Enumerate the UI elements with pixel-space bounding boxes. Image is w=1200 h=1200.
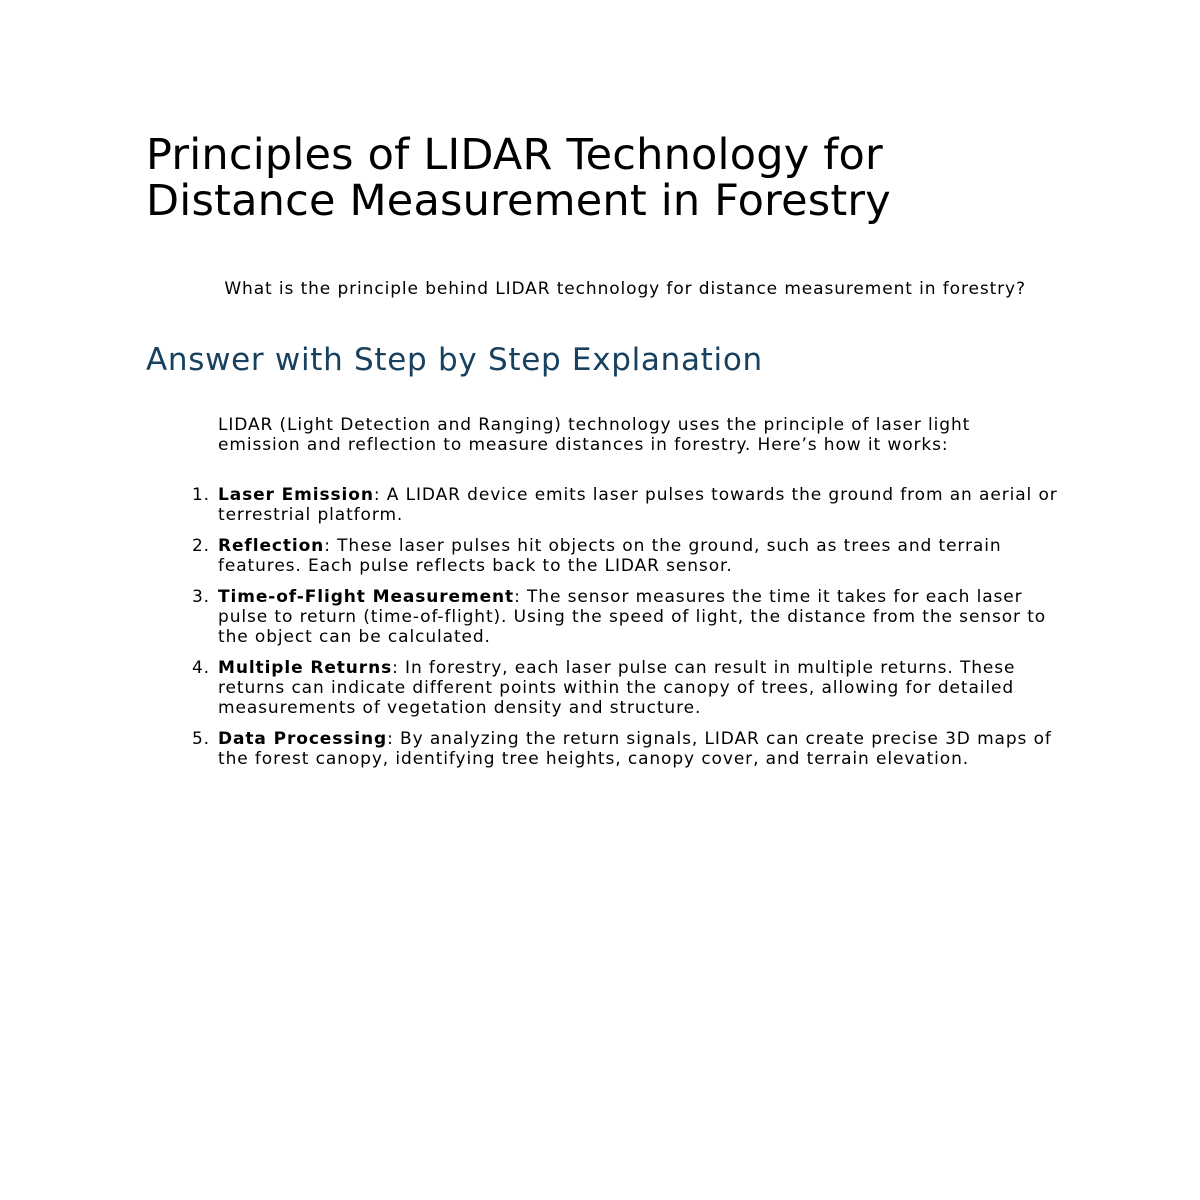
answer-heading: Answer with Step by Step Explanation: [146, 342, 763, 378]
step-number: 3.: [191, 587, 210, 607]
question-text: What is the principle behind LIDAR technology for distance measurement in forestry?: [218, 279, 1026, 299]
step-item: [191, 658, 1058, 718]
step-number: 5.: [191, 729, 210, 749]
step-item: [191, 729, 1058, 769]
step-item: [191, 587, 1058, 647]
step-description: : In forestry, each laser pulse can result in multiple returns. These returns can indicate different points within the canopy of trees, allowing for detailed measurements of vegetation density and structure.: [218, 658, 1016, 718]
step-description: : A LIDAR device emits laser pulses towards the ground from an aerial or terrestrial platform.: [218, 485, 1058, 525]
step-term: Time-of-Flight Measurement: [218, 587, 515, 607]
page-title: Principles of LIDAR Technology for Distance Measurement in Forestry: [146, 130, 891, 226]
step-description: : By analyzing the return signals, LIDAR can create precise 3D maps of the forest canopy, identifying tree heights, canopy cover, and terrain elevation.: [218, 729, 1052, 769]
step-item: [191, 536, 1058, 576]
intro-paragraph: LIDAR (Light Detection and Ranging) technology uses the principle of laser light emission and reflection to measure distances in forestry. Here’s how it works:: [218, 415, 971, 455]
step-item: [191, 485, 1058, 525]
step-description: : These laser pulses hit objects on the ground, such as trees and terrain features. Each pulse reflects back to the LIDAR sensor.: [218, 536, 1002, 576]
step-term: Multiple Returns: [218, 658, 393, 678]
step-term: Laser Emission: [218, 485, 374, 505]
step-number: 2.: [191, 536, 210, 556]
step-term: Reflection: [218, 536, 325, 556]
step-term: Data Processing: [218, 729, 388, 749]
steps-list: [191, 485, 1058, 780]
step-number: 1.: [191, 485, 210, 505]
step-number: 4.: [191, 658, 210, 678]
step-description: : The sensor measures the time it takes for each laser pulse to return (time-of-flight). Using the speed of light, the distance from the sensor to the object can be calculated.: [218, 587, 1047, 647]
